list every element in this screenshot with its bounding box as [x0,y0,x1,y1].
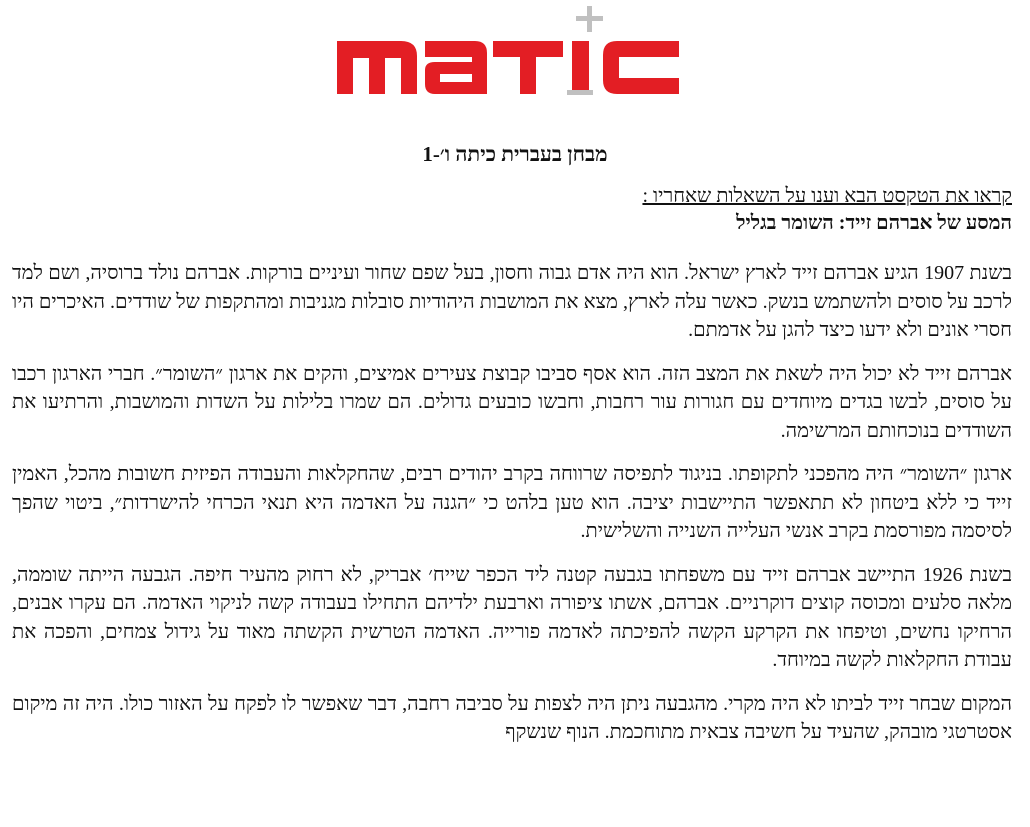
paragraph-2: אברהם זייד לא יכול היה לשאת את המצב הזה. הוא אסף סביבו קבוצת צעירים אמיצים, והקים את ארגון ״השומר״. חברי הארגון רכבו על סוסים, לבשו בגדים מיוחדים עם חגורות עור רחבות, וחבשו כובעים גדולים. הם שמרו בלילות על השדות והמושבות, והרתיעו את השודדים בנוכחותם המרשימה. [12,362,1012,442]
document-body [12,183,1012,762]
page-title: מבחן בעברית כיתה ו׳-1 [422,142,608,166]
paragraph-1: בשנת 1907 הגיע אברהם זייד לארץ ישראל. הוא היה אדם גבוה וחסון, בעל שפם שחור ועיניים בורקות. אברהם נולד ברוסיה, ושם למד לרכב על סוסים ולהשתמש בנשק. כאשר עלה לארץ, מצא את המושבות היהודיות סובלות מגניבות ומהתקפות של שודדים. האיכרים היו חסרי אונים ולא ידעו כיצד להגן על אדמתם. [12,262,1013,341]
paragraph-4: בשנת 1926 התיישב אברהם זייד עם משפחתו בגבעה קטנה ליד הכפר שייח׳ אבריק, לא רחוק מהעיר חיפה. הגבעה הייתה שוממה, מלאה סלעים ומכוסה קוצים דוקרניים. אברהם, אשתו ציפורה וארבעת ילדיהם התחילו בעבודה קשה לניקוי האדמה. הם עקרו אבנים, הרחיקו נחשים, וטיפחו את הקרקע הקשה להפיכתה לאדמה פורייה. האדמה הטרשית הקשתה מאוד על גידול צמחים, והפכה את עבודת החקלאות לקשה במיוחד. [12,563,1012,671]
instruction-text: קראו את הטקסט הבא וענו על השאלות שאחריו : [642,185,1012,207]
matic-logo-icon [335,6,695,98]
matic-logo [0,6,1030,98]
paragraph-5: המקום שבחר זייד לביתו לא היה מקרי. מהגבעה ניתן היה לצפות על סביבה רחבה, דבר שאפשר לו לפקח על האזור כולו. היה זה מיקום אסטרטגי מובהק, שהעיד על חשיבה צבאית מתוחכמת. הנוף שנשקף [12,692,1012,743]
paragraph-3: ארגון ״השומר״ היה מהפכני לתקופתו. בניגוד לתפיסה שרווחה בקרב יהודים רבים, שהחקלאות והעבודה הפיזית חשובות מהכל, האמין זייד כי ללא ביטחון לא תתאפשר התיישבות יציבה. הוא טען בלהט כי ״הגנה על האדמה היא תנאי הכרחי להישרדות״, ביטוי שהפך לסיסמה מפורסמת בקרב אנשי העלייה השנייה והשלישית. [12,463,1012,542]
passage-title: המסע של אברהם זייד: השומר בגליל [736,212,1012,234]
